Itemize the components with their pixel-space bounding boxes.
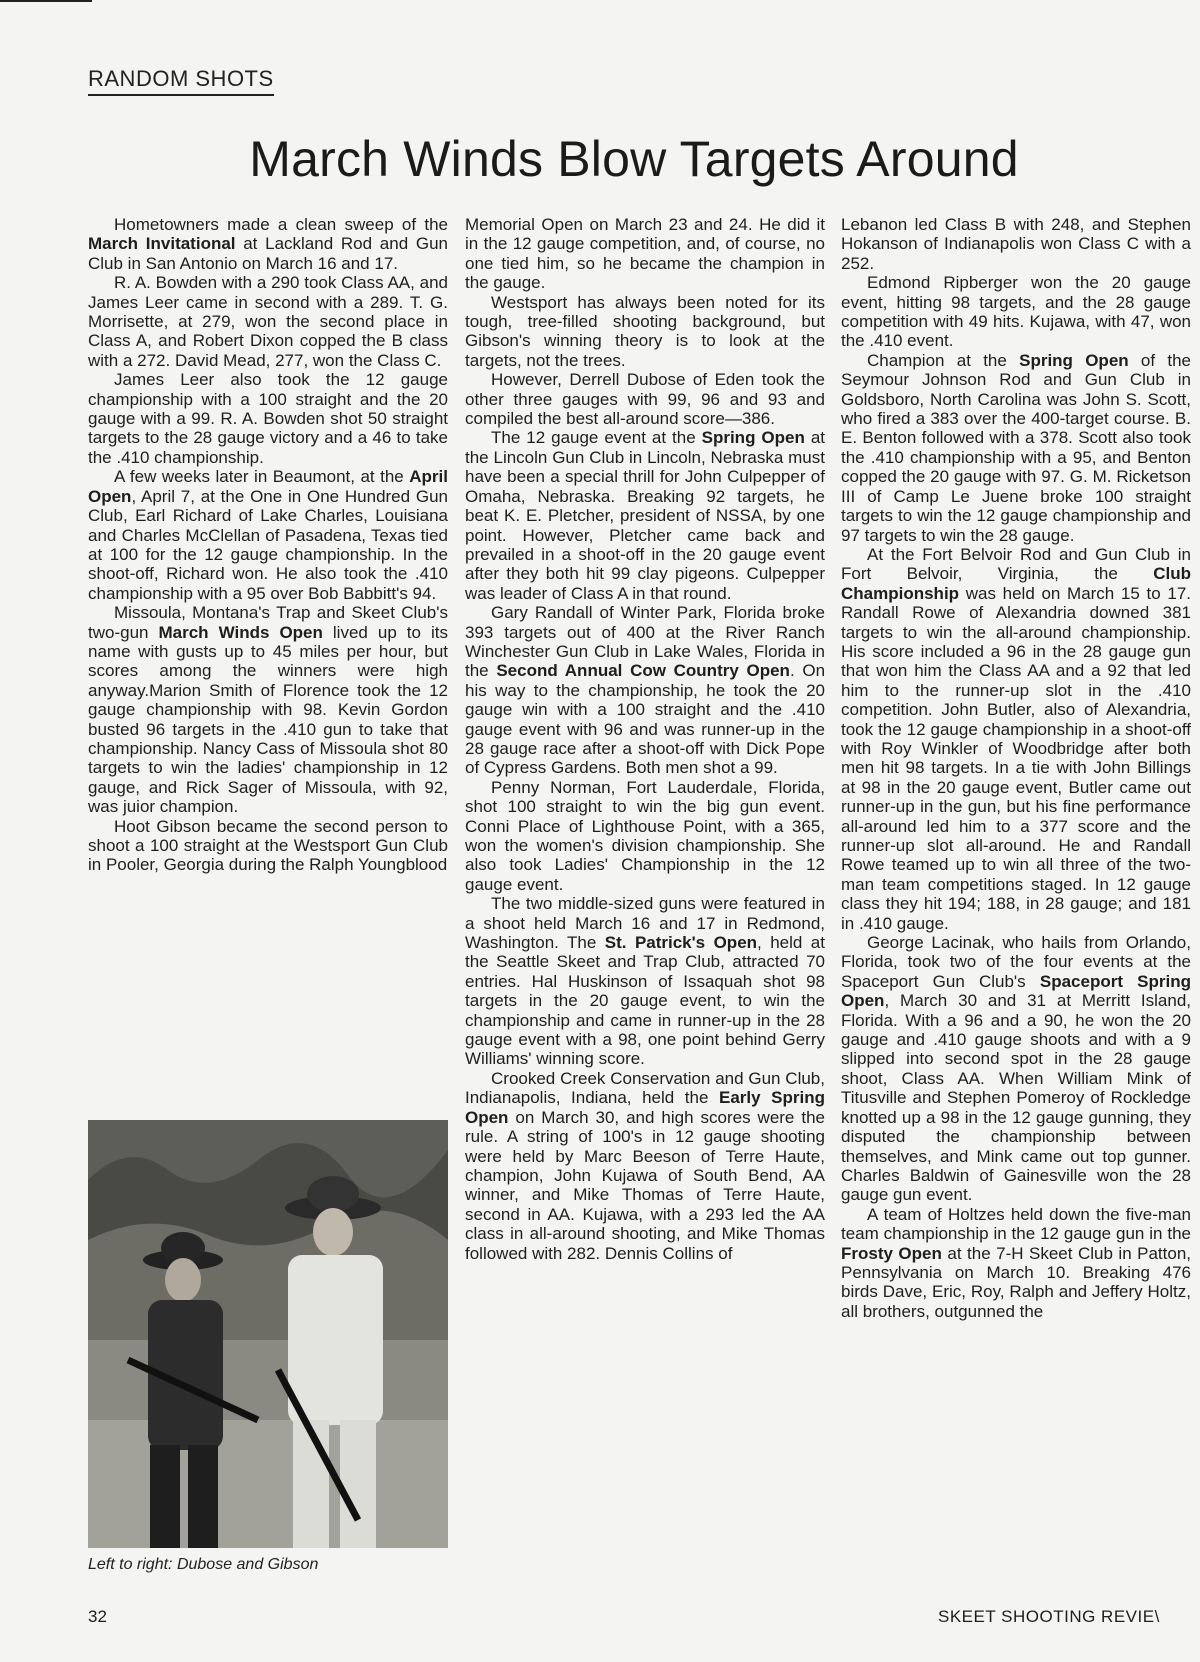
article-column-3 [841, 215, 1191, 1600]
paragraph: Penny Norman, Fort Lauderdale, Florida, shot 100 straight to win the big gun event. Conni Place of Lighthouse Point, with a 365, won the women's division championship. She also took Ladies' Championship in the 12 gauge event. [465, 777, 825, 894]
article-column-2 [465, 215, 825, 1263]
paragraph: A team of Holtzes held down the five-man team championship in the 12 gauge gun in the Frosty Open at the 7-H Skeet Club in Patton, Pennsylvania on March 10. Breaking 476 birds Dave, Eric, Roy, Ralph and Jeffery Holtz, all brothers, outgunned the [841, 1204, 1191, 1321]
article-column-1 [88, 215, 448, 875]
page-number: 32 [88, 1607, 107, 1626]
publication-title: SKEET SHOOTING REVIE\ [938, 1607, 1160, 1626]
paragraph: Hometowners made a clean sweep of the March Invitational at Lackland Rod and Gun Club in San Antonio on March 16 and 17. [88, 215, 448, 273]
paragraph: Memorial Open on March 23 and 24. He did it in the 12 gauge competition, and, of course, no one tied him, so he became the champion in the gauge. [465, 215, 825, 293]
paragraph: Champion at the Spring Open of the Seymour Johnson Rod and Gun Club in Goldsboro, North Carolina was John S. Scott, who fired a 383 over the 400-target course. B. E. Benton followed with a 378. Scott also took the .410 championship with a 95, and Benton copped the 20 gauge with 97. G. M. Ricketson III of Camp Le Juene broke 100 straight targets to win the 12 gauge championship and 97 targets to win the 28 gauge. [841, 350, 1191, 545]
paragraph: The two middle-sized guns were featured in a shoot held March 16 and 17 in Redmond, Washington. The St. Patrick's Open, held at the Seattle Skeet and Trap Club, attracted 70 entries. Hal Huskinson of Issaquah shot 98 targets in the 20 gauge event, to win the championship and came in runner-up in the 28 gauge event with a 98, one point behind Gerry Williams' winning score. [465, 894, 825, 1069]
paragraph: Hoot Gibson became the second person to shoot a 100 straight at the Westsport Gun Club in Pooler, Georgia during the Ralph Youngblood [88, 816, 448, 875]
paragraph: Westsport has always been noted for its tough, tree-filled shooting background, but Gibson's winning theory is to look at the targets, not the trees. [465, 292, 825, 370]
paragraph: Missoula, Montana's Trap and Skeet Club's two-gun March Winds Open lived up to its name with gusts up to 45 miles per hour, but scores among the winners were high anyway.Marion Smith of Florence took the 12 gauge championship with 98. Kevin Gordon busted 96 targets in the .410 gun to take that championship. Nancy Cass of Missoula shot 80 targets to win the ladies' championship in 12 gauge, and Rick Sager of Missoula, with 92, was juior champion. [88, 603, 448, 817]
section-label: RANDOM SHOTS [88, 66, 274, 96]
paragraph: Edmond Ripberger won the 20 gauge event, hitting 98 targets, and the 28 gauge competition with 49 hits. Kujawa, with 47, won the .410 event. [841, 273, 1191, 351]
paragraph: Crooked Creek Conservation and Gun Club, Indianapolis, Indiana, held the Early Spring Open on March 30, and high scores were the rule. A string of 100's in 12 gauge shooting were held by Marc Beeson of Terre Haute, champion, John Kujawa of South Bend, AA winner, and Mike Thomas of Terre Haute, second in AA. Kujawa, with a 293 led the AA class in all-around shooting, and Mike Thomas followed with 282. Dennis Collins of [465, 1068, 826, 1263]
paragraph: Gary Randall of Winter Park, Florida broke 393 targets out of 400 at the River Ranch Winchester Gun Club in Lake Wales, Florida in the Second Annual Cow Country Open. On his way to the championship, he took the 20 gauge win with a 100 straight and the .410 gauge event with 96 and was runner-up in the 28 gauge race after a shoot-off with Dick Pope of Cypress Gardens. Both men shot a 99. [465, 603, 826, 778]
paragraph: R. A. Bowden with a 290 took Class AA, and James Leer came in second with a 289. T. G. Morrisette, at 279, won the second place in Class A, and Robert Dixon copped the B class with a 272. David Mead, 277, won the Class C. [88, 273, 448, 370]
paragraph: At the Fort Belvoir Rod and Gun Club in Fort Belvoir, Virginia, the Club Championship was held on March 15 to 17. Randall Rowe of Alexandria downed 381 targets to win the all-around championship. His score included a 96 in the 28 gauge gun that won him the Class AA and a 92 that led him to the runner-up slot in the .410 competition. John Butler, also of Alexandria, took the 12 gauge championship in a shoot-off with Roy Winkler of Woodbridge after both men hit 98 targets. In a tie with John Billings at 98 in the 20 gauge event, Butler came out runner-up in the gun, but his fine performance all-around led him to a 377 score and the runner-up slot all-around. He and Randall Rowe teamed up to win all three of the two-man team competitions staged. In 12 gauge class they hit 194; 188, in 28 gauge; and 181 in .410 gauge. [841, 544, 1191, 933]
paragraph: The 12 gauge event at the Spring Open at the Lincoln Gun Club in Lincoln, Nebraska must have been a special thrill for John Culpepper of Omaha, Nebraska. Breaking 92 targets, he beat K. E. Pletcher, president of NSSA, by one point. However, Pletcher came back and prevailed in a shoot-off in the 20 gauge event after they both hit 99 clay pigeons. Culpepper was leader of Class A in that round. [465, 428, 825, 603]
paragraph: However, Derrell Dubose of Eden took the other three gauges with 99, 96 and 93 and compiled the best all-around score—386. [465, 370, 825, 429]
photo-dubose-and-gibson [88, 1120, 448, 1548]
top-rule [0, 0, 92, 2]
paragraph: Lebanon led Class B with 248, and Stephen Hokanson of Indianapolis won Class C with a 252. [841, 215, 1191, 273]
paragraph: A few weeks later in Beaumont, at the April Open, April 7, at the One in One Hundred Gun Club, Earl Richard of Lake Charles, Louisiana and Charles McClellan of Pasadena, Texas tied at 100 for the 12 gauge championship. In the shoot-off, Richard won. He also took the .410 championship with a 95 over Bob Babbitt's 94. [88, 467, 448, 603]
photo-caption: Left to right: Dubose and Gibson [88, 1556, 319, 1573]
paragraph: James Leer also took the 12 gauge championship with a 100 straight and the 20 gauge with a 99. R. A. Bowden shot 50 straight targets to the 28 gauge victory and a 46 to take the .410 championship. [88, 370, 448, 467]
paragraph: George Lacinak, who hails from Orlando, Florida, took two of the four events at the Spaceport Gun Club's Spaceport Spring Open, March 30 and 31 at Merritt Island, Florida. With a 96 and a 90, he won the 20 gauge and .410 gauge shoots and with a 9 slipped into second spot in the 28 gauge shoot, Class AA. When William Mink of Titusville and Stephen Pomeroy of Rockledge knotted up a 98 in the 12 gauge gunning, they disputed the championship between themselves, and Mink came out top gunner. Charles Baldwin of Gainesville won the 28 gauge gun event. [841, 933, 1191, 1205]
headline: March Winds Blow Targets Around [249, 131, 1019, 187]
